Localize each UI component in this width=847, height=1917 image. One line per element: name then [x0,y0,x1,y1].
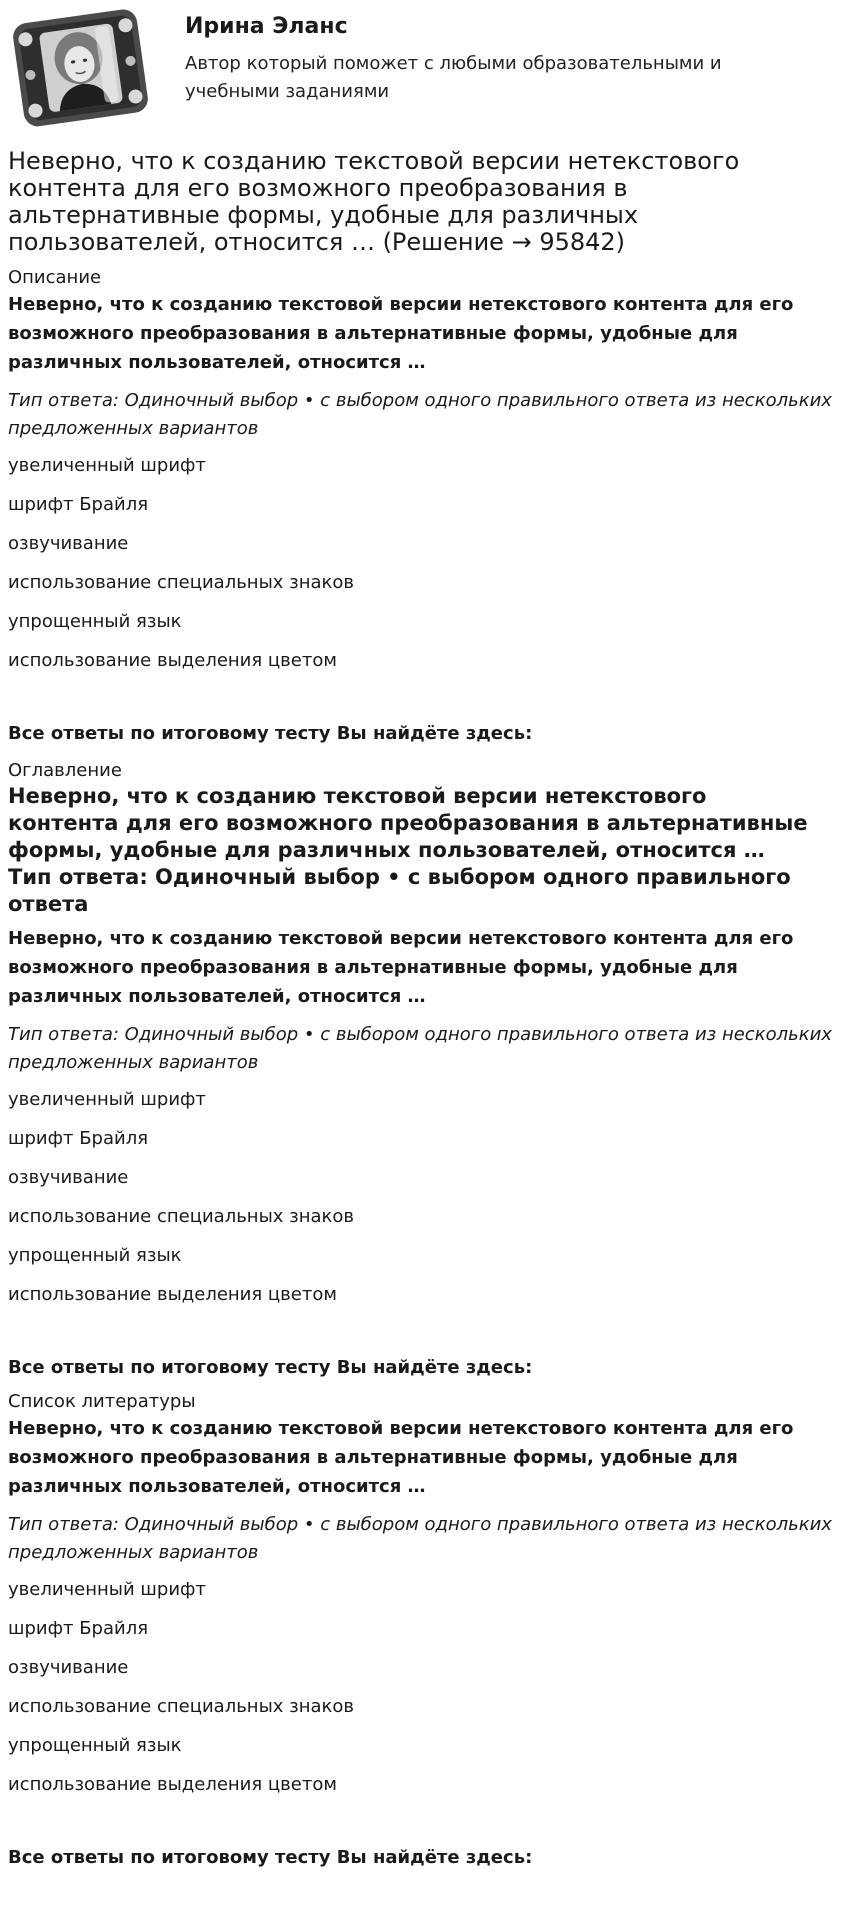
author-name[interactable]: Ирина Эланс [185,14,348,39]
answer-type: Тип ответа: Одиночный выбор • с выбором одного правильного ответа из нескольких предложенных вариантов [8,390,832,439]
author-avatar-icon[interactable] [8,8,153,128]
answer-option: упрощенный язык [8,1735,182,1756]
section-label-description: Описание [8,267,102,288]
section-label-literature: Список литературы [8,1391,196,1412]
answer-option: шрифт Брайля [8,494,149,515]
answer-option: использование специальных знаков [8,572,355,593]
author-description: Автор который поможет с любыми образовательными и учебными заданиями [185,53,722,102]
answer-option: увеличенный шрифт [8,1579,206,1600]
description-section [8,266,840,746]
answer-option: озвучивание [8,1657,129,1678]
answer-option: упрощенный язык [8,1245,182,1266]
answer-option: озвучивание [8,533,129,554]
answer-option: шрифт Брайля [8,1128,149,1149]
answer-option: использование специальных знаков [8,1206,355,1227]
question-text: Неверно, что к созданию текстовой версии нетекстового контента для его возможного преобразования в альтернативные формы, удобные для различных пользователей, относится … [8,928,794,1007]
all-answers-link-text: Все ответы по итоговому тесту Вы найдёте здесь: [8,1847,533,1868]
answer-option: использование выделения цветом [8,1774,337,1795]
answer-option: озвучивание [8,1167,129,1188]
answer-option: увеличенный шрифт [8,1089,206,1110]
toc-heading: Неверно, что к созданию текстовой версии нетекстового контента для его возможного преобразования в альтернативные формы, удобные для различных пользователей, относится …Тип ответа: Одиночный выбор • с выбором одного правильного ответа [8,784,808,916]
answer-type: Тип ответа: Одиночный выбор • с выбором одного правильного ответа из нескольких предложенных вариантов [8,1024,832,1073]
answer-option: упрощенный язык [8,611,182,632]
all-answers-link-text: Все ответы по итоговому тесту Вы найдёте здесь: [8,723,533,744]
question-text: Неверно, что к созданию текстовой версии нетекстового контента для его возможного преобразования в альтернативные формы, удобные для различных пользователей, относится … [8,294,794,373]
main-content [8,148,840,1870]
literature-section [8,1390,840,1870]
all-answers-link-text: Все ответы по итоговому тесту Вы найдёте здесь: [8,1357,533,1378]
answer-option: использование выделения цветом [8,650,337,671]
answer-option: увеличенный шрифт [8,455,206,476]
question-text: Неверно, что к созданию текстовой версии нетекстового контента для его возможного преобразования в альтернативные формы, удобные для различных пользователей, относится … [8,1418,794,1497]
answer-option: использование специальных знаков [8,1696,355,1717]
answer-option: использование выделения цветом [8,1284,337,1305]
toc-section [8,759,840,1380]
answer-option: шрифт Брайля [8,1618,149,1639]
section-label-toc: Оглавление [8,760,122,781]
author-card [8,8,838,128]
answer-type: Тип ответа: Одиночный выбор • с выбором одного правильного ответа из нескольких предложенных вариантов [8,1514,832,1563]
page-title: Неверно, что к созданию текстовой версии нетекстового контента для его возможного преобразования в альтернативные формы, удобные для различных пользователей, относится … (Решение → 95842) [8,147,740,256]
